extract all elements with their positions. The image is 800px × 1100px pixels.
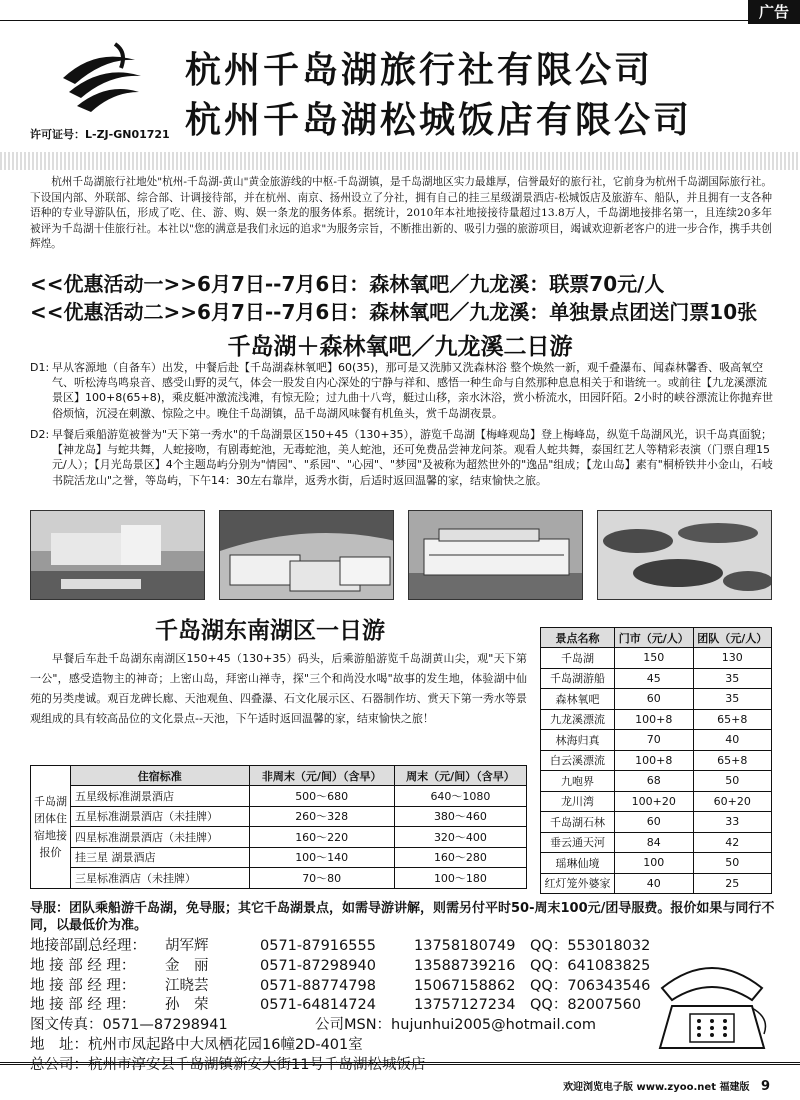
contact-name: 胡军辉 bbox=[165, 938, 209, 954]
table-row bbox=[31, 827, 527, 848]
cell: 65+8 bbox=[693, 709, 772, 730]
office-address: 地 址：杭州市凤起路中大凤栖花园16幢2D-401室 bbox=[30, 1036, 363, 1053]
cell: 九龙溪漂流 bbox=[541, 709, 615, 730]
contact-title: 地 接 部 经 理： bbox=[30, 957, 136, 974]
msn-address[interactable]: 公司MSN：hujunhui2005@hotmail.com bbox=[315, 1017, 597, 1034]
contact-name: 金 丽 bbox=[165, 957, 209, 974]
cell: 100+20 bbox=[615, 791, 693, 812]
cell: 40 bbox=[615, 873, 693, 894]
cell: 35 bbox=[693, 689, 772, 710]
cell: 千岛湖石林 bbox=[541, 812, 615, 833]
table-header-row bbox=[541, 628, 772, 648]
cell: 45 bbox=[615, 668, 693, 689]
ad-tag: 广告 bbox=[748, 0, 800, 24]
table-row bbox=[31, 868, 527, 889]
cell: 35 bbox=[693, 668, 772, 689]
table-row bbox=[541, 873, 772, 894]
table-row bbox=[541, 791, 772, 812]
company-name-hotel: 杭州千岛湖松城饭店有限公司 bbox=[185, 99, 693, 141]
cell: 五星级标准湖景酒店 bbox=[71, 786, 250, 807]
contact-qq: QQ：553018032 bbox=[530, 938, 651, 954]
cell: 68 bbox=[615, 771, 693, 792]
contact-title: 地 接 部 经 理： bbox=[30, 977, 136, 994]
cell: 60 bbox=[615, 812, 693, 833]
table-row bbox=[541, 832, 772, 853]
hotel-price-table bbox=[30, 765, 527, 889]
col-header: 周末（元/间）（含早） bbox=[394, 766, 526, 786]
footer-website[interactable]: 欢迎浏览电子版 www.zyoo.net bbox=[563, 1082, 716, 1093]
cell: 瑶琳仙境 bbox=[541, 853, 615, 874]
col-header: 非周末（元/间）（含早） bbox=[249, 766, 394, 786]
promo-1: <<优惠活动一>>6月7日--7月6日：森林氧吧／九龙溪：联票70元/人 bbox=[30, 272, 665, 296]
cell: 挂三星 湖景酒店 bbox=[71, 847, 250, 868]
table-row bbox=[541, 689, 772, 710]
day-label: D1: bbox=[30, 361, 50, 374]
cell: 70 bbox=[615, 730, 693, 751]
cell: 100 bbox=[615, 853, 693, 874]
license-number: 许可证号：L-ZJ-GN01721 bbox=[30, 128, 170, 141]
photo-strip bbox=[30, 510, 772, 600]
telephone-icon bbox=[652, 948, 772, 1060]
cell: 25 bbox=[693, 873, 772, 894]
cell: 320～400 bbox=[394, 827, 526, 848]
cell: 四星标准湖景酒店（未挂牌） bbox=[71, 827, 250, 848]
cell: 100+8 bbox=[615, 709, 693, 730]
contact-mobile[interactable]: 13588739216 bbox=[414, 957, 516, 974]
footer-divider bbox=[0, 1062, 800, 1065]
day-label: D2: bbox=[30, 428, 50, 441]
contact-title: 地接部副总经理： bbox=[30, 938, 146, 954]
route-one-day-title: 千岛湖东南湖区一日游 bbox=[155, 618, 385, 644]
company-intro: 杭州千岛湖旅行社地处"杭州-千岛湖-黄山"黄金旅游线的中枢-千岛湖镇，是千岛湖地区实力最雄厚，信誉最好的旅行社，它前身为杭州千岛湖国际旅行社。下设国内部、外联部、综合部、计调接待部，并在杭州、南京、扬州设立了分社，拥有自己的挂三星级湖景酒店-松城饭店及旅游车、船队，并且拥有一支各种语种的专业导游队伍，形成了吃、住、游、购、娱一条龙的服务体系。据统计，2010年本社地接接待量超过13.8万人，千岛湖地接排名第一，且连续20多年被评为千岛湖十佳旅行社。本社以"您的满意是我们永远的追求"为服务宗旨，不断推出新的、吸引力强的旅游项目，竭诚欢迎新老客户的进一步合作，携手共创辉煌。 bbox=[30, 176, 772, 251]
cell: 84 bbox=[615, 832, 693, 853]
contact-phone[interactable]: 0571-64814724 bbox=[260, 997, 376, 1014]
guide-fee-note: 导服：团队乘船游千岛湖，免导服；其它千岛湖景点，如需导游讲解，则需另付平时50-周末100元/团导服费。报价如果与同行不同，以最低价为准。 bbox=[30, 901, 775, 933]
cell: 150 bbox=[615, 648, 693, 669]
cell: 五星标准湖景酒店（未挂牌） bbox=[71, 806, 250, 827]
col-header: 景点名称 bbox=[541, 628, 615, 648]
cell: 九咆界 bbox=[541, 771, 615, 792]
company-logo bbox=[55, 38, 145, 120]
cell: 50 bbox=[693, 853, 772, 874]
contact-name: 孙 荣 bbox=[165, 997, 209, 1014]
cell: 林海归真 bbox=[541, 730, 615, 751]
route-two-day-title: 千岛湖＋森林氧吧／九龙溪二日游 bbox=[227, 334, 573, 360]
cell: 160～220 bbox=[249, 827, 394, 848]
hotel-photo bbox=[30, 510, 205, 600]
table-row bbox=[541, 648, 772, 669]
itinerary-day-2 bbox=[30, 427, 774, 488]
cell: 100～140 bbox=[249, 847, 394, 868]
contact-title: 地 接 部 经 理： bbox=[30, 997, 136, 1014]
contact-qq: QQ：82007560 bbox=[530, 997, 642, 1014]
cell: 60+20 bbox=[693, 791, 772, 812]
cell: 65+8 bbox=[693, 750, 772, 771]
cell: 130 bbox=[693, 648, 772, 669]
route-one-day-text: 早餐后车赴千岛湖东南湖区150+45（130+35）码头，后乘游船游览千岛湖黄山尖，观"天下第一公"，感受造物主的神奇；上密山岛，拜密山禅寺，探"三个和尚没水喝"故事的发生地，体验湖中仙苑的另类虔诚。观百龙碑长廊、天池观鱼、四叠瀑、石文化展示区、石器制作坊、赏天下第一秀水等景观组成的具有较高品位的文化景点--天池，下午适时返回温馨的家，结束愉快之旅！ bbox=[30, 652, 527, 725]
cell: 70～80 bbox=[249, 868, 394, 889]
cell: 千岛湖游船 bbox=[541, 668, 615, 689]
lake-islands-photo bbox=[597, 510, 772, 600]
contact-name: 江晓芸 bbox=[165, 977, 209, 994]
fax-number: 图文传真：0571—87298941 bbox=[30, 1017, 228, 1034]
table-row bbox=[541, 812, 772, 833]
cell: 森林氧吧 bbox=[541, 689, 615, 710]
headquarters-address: 总公司：杭州市淳安县千岛湖镇新安大街11号千岛湖松城饭店 bbox=[30, 1056, 426, 1073]
table-header-row bbox=[31, 766, 527, 786]
cell: 640～1080 bbox=[394, 786, 526, 807]
footer-edition: 福建版 bbox=[719, 1082, 750, 1093]
top-border bbox=[0, 20, 800, 24]
cell: 100～180 bbox=[394, 868, 526, 889]
contact-phone[interactable]: 0571-88774798 bbox=[260, 977, 376, 994]
contact-phone[interactable]: 0571-87916555 bbox=[260, 938, 376, 954]
table-row bbox=[541, 709, 772, 730]
cell: 260～328 bbox=[249, 806, 394, 827]
col-header: 住宿标准 bbox=[71, 766, 250, 786]
cell: 33 bbox=[693, 812, 772, 833]
decorative-stripe bbox=[0, 152, 800, 170]
cell: 红灯笼外婆家 bbox=[541, 873, 615, 894]
table-row bbox=[541, 853, 772, 874]
cell: 三星标准酒店（未挂牌） bbox=[71, 868, 250, 889]
table-row bbox=[541, 668, 772, 689]
contact-mobile[interactable]: 13758180749 bbox=[414, 938, 516, 954]
cell: 380～460 bbox=[394, 806, 526, 827]
table-row bbox=[31, 847, 527, 868]
cell: 50 bbox=[693, 771, 772, 792]
page-footer bbox=[563, 1078, 770, 1094]
table-row bbox=[31, 786, 527, 807]
cell: 42 bbox=[693, 832, 772, 853]
company-name-travel: 杭州千岛湖旅行社有限公司 bbox=[185, 49, 654, 91]
cell: 龙川湾 bbox=[541, 791, 615, 812]
contact-mobile[interactable]: 13757127234 bbox=[414, 997, 516, 1014]
cell: 500～680 bbox=[249, 786, 394, 807]
cell: 100+8 bbox=[615, 750, 693, 771]
cell: 白云溪漂流 bbox=[541, 750, 615, 771]
itinerary-day-1 bbox=[30, 360, 774, 421]
ticket-price-table bbox=[540, 627, 772, 894]
contact-phone[interactable]: 0571-87298940 bbox=[260, 957, 376, 974]
contact-qq: QQ：641083825 bbox=[530, 957, 651, 974]
promo-2: <<优惠活动二>>6月7日--7月6日：森林氧吧／九龙溪：单独景点团送门票10张 bbox=[30, 300, 758, 324]
cell: 160～280 bbox=[394, 847, 526, 868]
col-header: 团队（元/人） bbox=[693, 628, 772, 648]
cell: 垂云通天河 bbox=[541, 832, 615, 853]
hotel-table-side-label: 千岛湖团体住宿地接报价 bbox=[31, 766, 71, 889]
col-header: 门市（元/人） bbox=[615, 628, 693, 648]
day-text: 早餐后乘船游览被誉为"天下第一秀水"的千岛湖景区150+45（130+35），游览千岛湖【梅峰观岛】登上梅峰岛，纵览千岛湖风光，识千岛真面貌；【神龙岛】与蛇共舞，人蛇接吻，有剧毒蛇池，无毒蛇池，美人蛇池，还可免费品尝神龙问茶。观看人蛇共舞，泰国红艺人等精彩表演（门票自理15元/人）；【月光岛景区】4个主题岛屿分别为"情园"、"系园"、"心园"、"梦园"及被称为超然世外的"逸品"组成；【龙山岛】素有"桐桥铁井小金山，石岐书院活龙山"之誉，等岛屿，下午14：30左右靠岸，返秀水街，后适时返回温馨的家，结束愉快之旅。 bbox=[52, 428, 773, 487]
cell: 40 bbox=[693, 730, 772, 751]
table-row bbox=[541, 730, 772, 751]
table-row bbox=[31, 806, 527, 827]
cell: 60 bbox=[615, 689, 693, 710]
table-row bbox=[541, 771, 772, 792]
contact-mobile[interactable]: 15067158862 bbox=[414, 977, 516, 994]
day-text: 早从客源地（自备车）出发，中餐后赴【千岛湖森林氧吧】60(35)，那可是又洗肺又洗森林浴 整个焕然一新，观千叠瀑布、闻森林馨香、吸高氧空气、听松涛鸟鸣泉音、感受山野的灵气，体会一股发自内心深处的宁静与祥和、感悟一种生命与自然那种息息相关于和谐统一。或前往【九龙溪漂流景区】100+8(65+8)，乘皮艇冲激流浅滩，有惊无险；过九曲十八弯，艇过山移，亲水沐浴，赏小桥流水，田园阡陌。2小时的峡谷漂流让你抛弃世俗烦恼，沉浸在刺激、惊险之中。晚住千岛湖镇，品千岛湖风味餐有机鱼头，赏千岛湖夜景。 bbox=[52, 361, 774, 420]
bus-fleet-photo bbox=[219, 510, 394, 600]
contact-qq: QQ：706343546 bbox=[530, 977, 651, 994]
cell: 千岛湖 bbox=[541, 648, 615, 669]
table-row bbox=[541, 750, 772, 771]
cruise-ship-photo bbox=[408, 510, 583, 600]
page-number: 9 bbox=[760, 1079, 770, 1094]
